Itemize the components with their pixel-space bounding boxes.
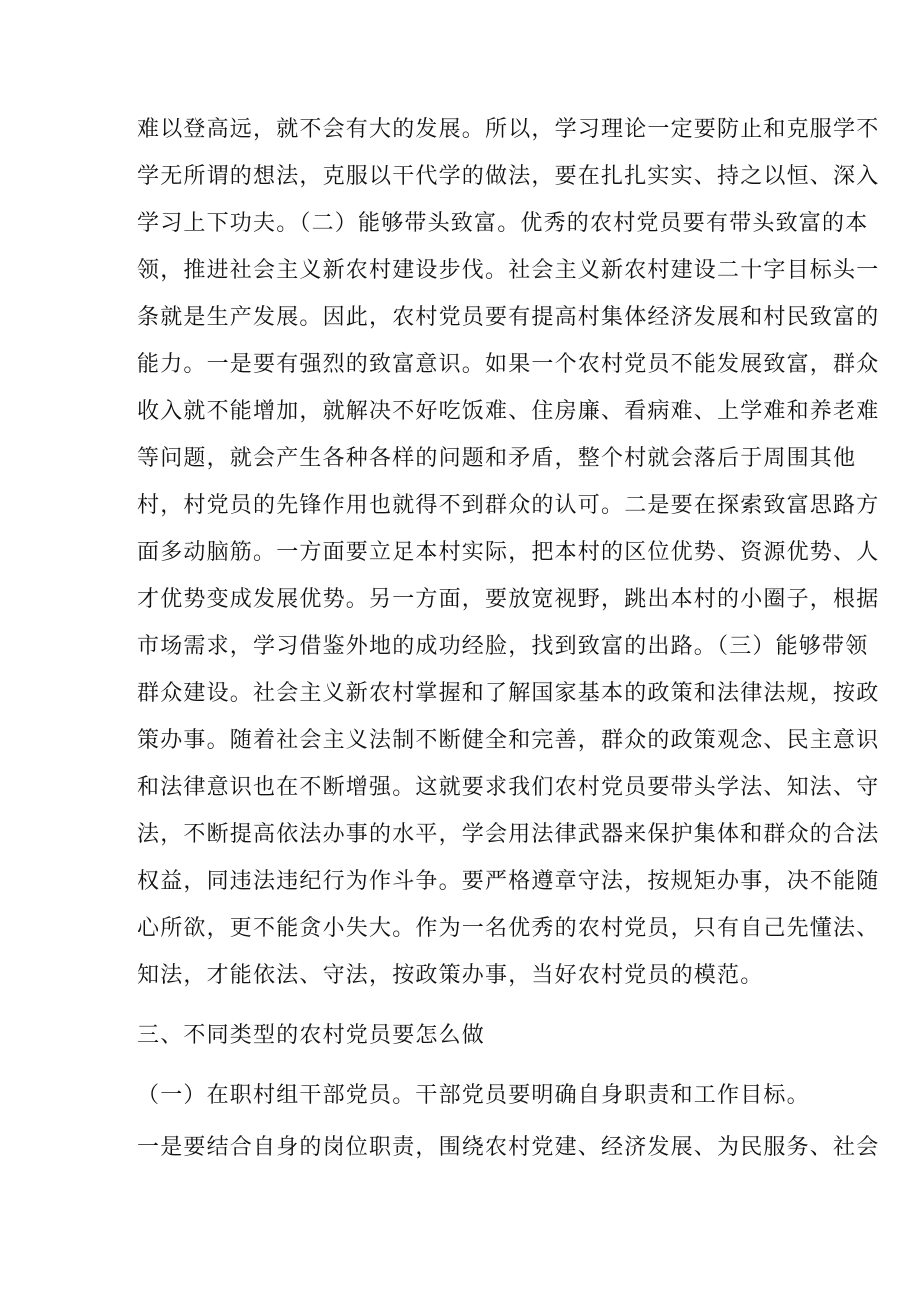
paragraph-line-14: 策办事。随着社会主义法制不断健全和完善，群众的政策观念、民主意识 xyxy=(137,728,880,753)
paragraph-line-17: 权益，同违法违纪行为作斗争。要严格遵章守法，按规矩办事，决不能随 xyxy=(137,869,880,894)
paragraph-line-12: 市场需求，学习借鉴外地的成功经脸，找到致富的出路。（三）能够带领 xyxy=(137,634,869,659)
paragraph-line-10: 面多动脑筋。一方面要立足本村实际，把本村的区位优势、资源优势、人 xyxy=(137,540,880,565)
paragraph-final-line: 一是要结合自身的岗位职责，围绕农村党建、经济发展、为民服务、社会 xyxy=(137,1135,880,1160)
paragraph-line-7: 收入就不能增加，就解决不好吃饭难、住房廉、看病难、上学难和养老难 xyxy=(137,399,880,424)
paragraph-line-4: 领，推进社会主义新农村建设步伐。社会主义新农村建设二十字目标头一 xyxy=(137,258,880,283)
paragraph-line-3: 学习上下功夫。（二）能够带头致富。优秀的农村党员要有带头致富的本 xyxy=(137,211,869,236)
paragraph-line-18: 心所欲，更不能贪小失大。作为一名优秀的农村党员，只有自己先懂法、 xyxy=(137,916,880,941)
paragraph-line-5: 条就是生产发展。因此，农村党员要有提高村集体经济发展和村民致富的 xyxy=(137,305,880,330)
section-heading: 三、不同类型的农村党员要怎么做 xyxy=(137,1023,486,1048)
paragraph-line-8: 等问题，就会产生各种各样的问题和矛盾，整个村就会落后于周围其他 xyxy=(137,446,857,471)
paragraph-line-16: 法，不断提高依法办事的水平，学会用法律武器来保护集体和群众的合法 xyxy=(137,822,880,847)
paragraph-line-11: 才优势变成发展优势。另一方面，要放宽视野，跳出本村的小圈子，根据 xyxy=(137,587,880,612)
paragraph-line-1: 难以登高远，就不会有大的发展。所以，学习理论一定要防止和克服学不 xyxy=(137,117,880,142)
paragraph-line-19: 知法，才能依法、守法，按政策办事，当好农村党员的模范。 xyxy=(137,963,764,988)
subsection-line: （一）在职村组干部党员。干部党员要明确自身职责和工作目标。 xyxy=(137,1083,810,1108)
paragraph-line-13: 群众建设。社会主义新农村掌握和了解国家基本的政策和法律法规，按政 xyxy=(137,681,880,706)
paragraph-line-6: 能力。一是要有强烈的致富意识。如果一个农村党员不能发展致富，群众 xyxy=(137,352,880,377)
paragraph-line-9: 村，村党员的先锋作用也就得不到群众的认可。二是要在探索致富思路方 xyxy=(137,493,880,518)
paragraph-line-2: 学无所谓的想法，克服以干代学的做法，要在扎扎实实、持之以恒、深入 xyxy=(137,164,880,189)
paragraph-line-15: 和法律意识也在不断增强。这就要求我们农村党员要带头学法、知法、守 xyxy=(137,775,880,800)
